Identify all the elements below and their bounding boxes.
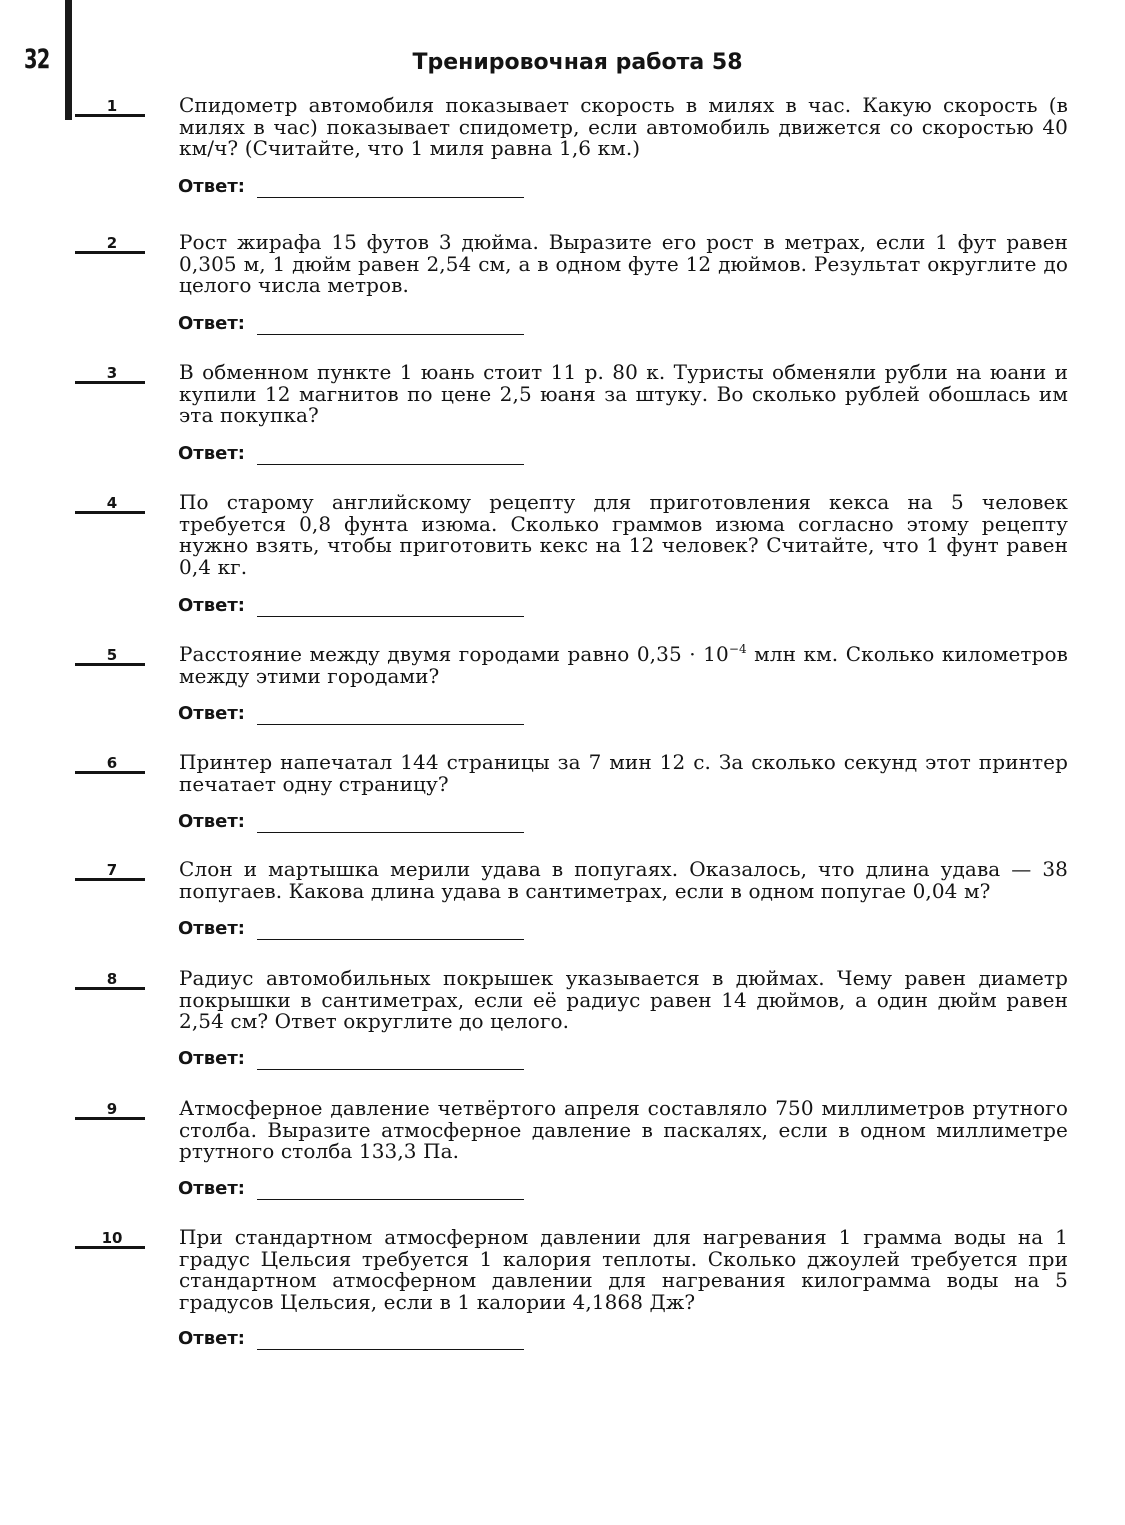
answer-8 <box>178 1048 524 1070</box>
task-number: 2 <box>75 233 145 254</box>
answer-4 <box>178 595 524 617</box>
page-title: Тренировочная работа 58 <box>412 50 743 75</box>
answer-field[interactable] <box>257 1180 524 1200</box>
task-text <box>179 644 1068 687</box>
answer-field[interactable] <box>257 445 524 465</box>
task-text: При стандартном атмосферном давлении для нагревания 1 грамма воды на 1 градус Цельсия требуется 1 калория теплоты. Сколько джоулей требуется при стандартном атмосферном давлении для нагревания килограмма воды на 5 градусов Цельсия, если в 1 калории 4,1868 Дж? <box>179 1225 1068 1315</box>
answer-label: Ответ: <box>178 313 245 334</box>
answer-7 <box>178 918 524 940</box>
answer-label: Ответ: <box>178 1048 245 1069</box>
answer-label: Ответ: <box>178 811 245 832</box>
answer-field[interactable] <box>257 315 524 335</box>
task-text: По старому английскому рецепту для приготовления кекса на 5 человек требуется 0,8 фунта изюма. Сколько граммов изюма согласно этому рецепту нужно взять, чтобы приготовить кекс на 12 человек? Считайте, что 1 фунт равен 0,4 кг. <box>179 490 1068 580</box>
task-text: В обменном пункте 1 юань стоит 11 р. 80 к. Туристы обменяли рубли на юани и купили 12 магнитов по цене 2,5 юаня за штуку. Во сколько рублей обошлась им эта покупка? <box>179 360 1068 428</box>
answer-field[interactable] <box>257 597 524 617</box>
task-number: 1 <box>75 96 145 117</box>
task-text: Принтер напечатал 144 страницы за 7 мин 12 с. За сколько секунд этот принтер печатает одну страницу? <box>179 750 1068 796</box>
task-number: 8 <box>75 969 145 990</box>
answer-field[interactable] <box>257 813 524 833</box>
answer-label: Ответ: <box>178 595 245 616</box>
answer-6 <box>178 811 524 833</box>
answer-label: Ответ: <box>178 176 245 197</box>
task-number: 7 <box>75 860 145 881</box>
answer-5 <box>178 703 524 725</box>
task-text: Радиус автомобильных покрышек указывается в дюймах. Чему равен диаметр покрышки в сантиметрах, если её радиус равен 14 дюймов, а один дюйм равен 2,54 см? Ответ округлите до целого. <box>179 966 1068 1034</box>
task-number: 6 <box>75 753 145 774</box>
answer-10 <box>178 1328 524 1350</box>
answer-field[interactable] <box>257 1330 524 1350</box>
task-number: 9 <box>75 1099 145 1120</box>
answer-9 <box>178 1178 524 1200</box>
answer-label: Ответ: <box>178 1178 245 1199</box>
answer-label: Ответ: <box>178 918 245 939</box>
answer-field[interactable] <box>257 178 524 198</box>
exponent: −4 <box>728 642 747 656</box>
task-text: Спидометр автомобиля показывает скорость в милях в час. Какую скорость (в милях в час) показывает спидометр, если автомобиль движется со скоростью 40 км/ч? (Считайте, что 1 миля равна 1,6 км.) <box>179 93 1068 161</box>
answer-2 <box>178 313 524 335</box>
task-text-part: млн км. Сколько километров между этими городами? <box>179 642 1068 688</box>
task-number: 5 <box>75 645 145 666</box>
task-text-part: Расстояние между двумя городами равно 0,35 · 10 <box>179 642 729 666</box>
answer-label: Ответ: <box>178 1328 245 1349</box>
task-number: 3 <box>75 363 145 384</box>
answer-3 <box>178 443 524 465</box>
answer-label: Ответ: <box>178 443 245 464</box>
task-text: Рост жирафа 15 футов 3 дюйма. Выразите его рост в метрах, если 1 фут равен 0,305 м, 1 дюйм равен 2,54 см, а в одном футе 12 дюймов. Результат округлите до целого числа метров. <box>179 230 1068 298</box>
page-number: 32 <box>24 44 50 75</box>
answer-field[interactable] <box>257 705 524 725</box>
task-text: Слон и мартышка мерили удава в попугаях. Оказалось, что длина удава — 38 попугаев. Какова длина удава в сантиметрах, если в одном попугае 0,04 м? <box>179 857 1068 903</box>
answer-field[interactable] <box>257 920 524 940</box>
answer-1 <box>178 176 524 198</box>
answer-field[interactable] <box>257 1050 524 1070</box>
task-text: Атмосферное давление четвёртого апреля составляло 750 миллиметров ртутного столба. Выразите атмосферное давление в паскалях, если в одном миллиметре ртутного столба 133,3 Па. <box>179 1096 1068 1164</box>
answer-label: Ответ: <box>178 703 245 724</box>
task-number: 4 <box>75 493 145 514</box>
task-number: 10 <box>75 1228 145 1249</box>
